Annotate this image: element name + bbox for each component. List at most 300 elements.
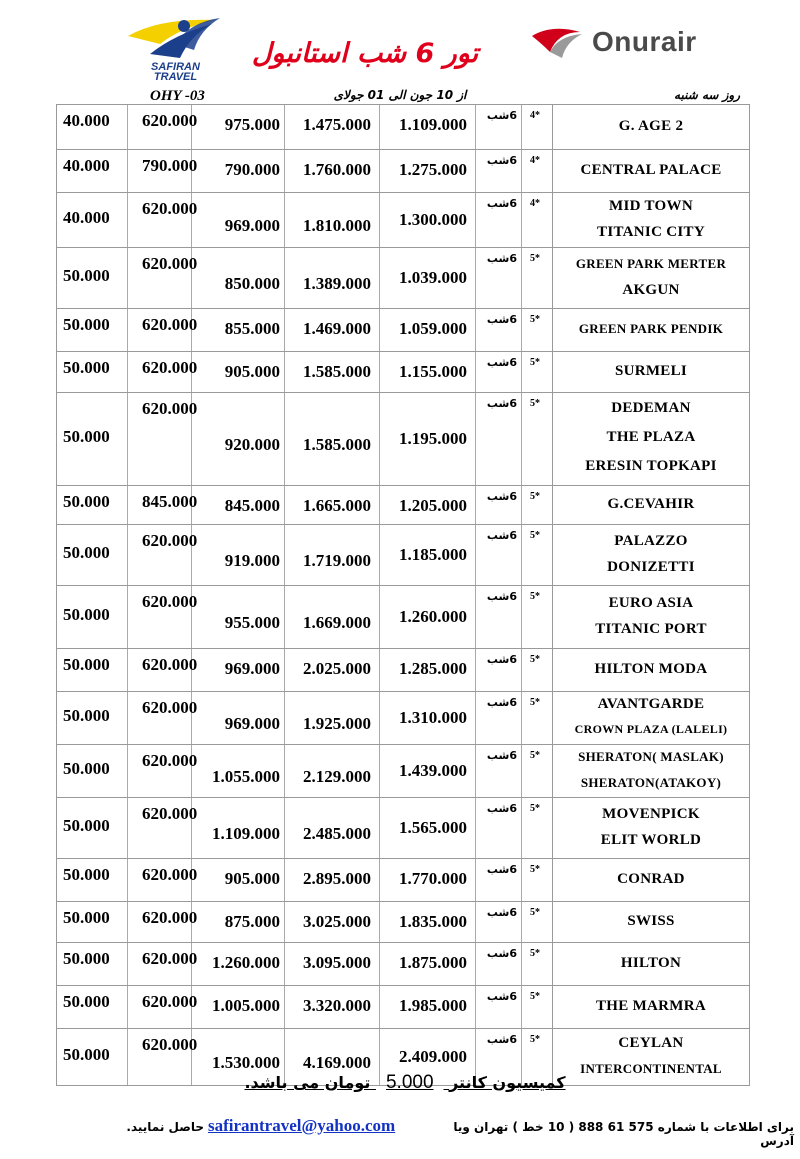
double-price-cell bbox=[285, 393, 380, 485]
stars-cell bbox=[522, 352, 552, 392]
commission-value: 5.000 bbox=[385, 1072, 434, 1093]
child-price: 50.000 bbox=[63, 543, 110, 562]
single-price: 620.000 bbox=[142, 751, 198, 770]
contact-end-text: حاصل نمایید. bbox=[126, 1120, 204, 1134]
triple-price-cell bbox=[192, 859, 285, 901]
hotel-name: GREEN PARK PENDIK bbox=[578, 321, 724, 336]
stars-cell bbox=[522, 309, 552, 351]
star-rating: 5* bbox=[530, 697, 540, 708]
single-price-cell bbox=[128, 309, 198, 351]
hotel-name: MOVENPICK bbox=[602, 806, 700, 822]
single-price-cell bbox=[128, 902, 198, 942]
double-price-cell bbox=[285, 798, 380, 858]
double-price: 3.025.000 bbox=[303, 912, 371, 931]
single-price: 620.000 bbox=[142, 698, 198, 717]
double-price: 1.760.000 bbox=[303, 160, 371, 179]
hotel-name: TITANIC PORT bbox=[595, 621, 707, 637]
nights-cell bbox=[476, 486, 522, 524]
hotel-name: HILTON MODA bbox=[594, 661, 708, 677]
nights-label: 6شب bbox=[486, 356, 517, 369]
triple-price: 905.000 bbox=[224, 869, 280, 888]
double-price-cell bbox=[285, 309, 380, 351]
double-price-cell bbox=[285, 692, 380, 744]
single-price-cell bbox=[128, 1029, 198, 1085]
hotel-name: INTERCONTINENTAL bbox=[580, 1061, 722, 1076]
child-price-cell bbox=[56, 745, 128, 797]
nights-cell bbox=[476, 745, 522, 797]
child-price-cell bbox=[56, 248, 128, 308]
double-price: 3.320.000 bbox=[303, 996, 371, 1015]
double-price: 1.669.000 bbox=[303, 613, 371, 632]
nights-cell bbox=[476, 393, 522, 485]
single-price-cell bbox=[128, 649, 198, 691]
hotel-cell bbox=[552, 525, 750, 585]
first-price: 1.300.000 bbox=[399, 210, 467, 229]
child-price: 50.000 bbox=[63, 655, 110, 674]
hotel-cell bbox=[552, 248, 750, 308]
hotel-name: SHERATON( MASLAK) bbox=[578, 749, 724, 764]
nights-label: 6شب bbox=[486, 313, 517, 326]
hotel-cell bbox=[552, 150, 750, 192]
triple-price-cell bbox=[192, 105, 285, 149]
first-price-cell bbox=[380, 486, 476, 524]
triple-price: 919.000 bbox=[224, 551, 280, 570]
first-price: 1.439.000 bbox=[399, 761, 467, 780]
double-price-cell bbox=[285, 352, 380, 392]
first-price-cell bbox=[380, 902, 476, 942]
triple-price: 1.005.000 bbox=[212, 996, 280, 1015]
double-price: 1.469.000 bbox=[303, 319, 371, 338]
table-row bbox=[56, 192, 750, 247]
table-row bbox=[56, 351, 750, 392]
child-price-cell bbox=[56, 150, 128, 192]
star-rating: 5* bbox=[530, 907, 540, 918]
onurair-logo-icon bbox=[528, 22, 586, 62]
single-price: 620.000 bbox=[142, 1035, 198, 1054]
double-price-cell bbox=[285, 586, 380, 648]
stars-cell bbox=[522, 692, 552, 744]
triple-price: 1.530.000 bbox=[212, 1053, 280, 1072]
star-rating: 5* bbox=[530, 991, 540, 1002]
hotel-name: AVANTGARDE bbox=[597, 696, 705, 712]
double-price: 1.389.000 bbox=[303, 274, 371, 293]
single-price-cell bbox=[128, 105, 198, 149]
hotel-name: SHERATON(ATAKOY) bbox=[580, 775, 722, 790]
child-price-cell bbox=[56, 649, 128, 691]
child-price-cell bbox=[56, 586, 128, 648]
child-price: 50.000 bbox=[63, 992, 110, 1011]
triple-price-cell bbox=[192, 692, 285, 744]
first-price-cell bbox=[380, 193, 476, 247]
double-price: 1.475.000 bbox=[303, 115, 371, 134]
nights-cell bbox=[476, 586, 522, 648]
commission-note bbox=[230, 1072, 580, 1094]
stars-cell bbox=[522, 248, 552, 308]
hotel-name: ERESIN TOPKAPI bbox=[585, 458, 717, 474]
triple-price-cell bbox=[192, 986, 285, 1028]
first-price-cell bbox=[380, 859, 476, 901]
hotel-name: HILTON bbox=[620, 955, 682, 971]
triple-price: 975.000 bbox=[224, 115, 280, 134]
double-price-cell bbox=[285, 105, 380, 149]
nights-label: 6شب bbox=[486, 590, 517, 603]
child-price: 50.000 bbox=[63, 315, 110, 334]
triple-price-cell bbox=[192, 745, 285, 797]
hotel-cell bbox=[552, 692, 750, 744]
double-price: 2.129.000 bbox=[303, 767, 371, 786]
single-price-cell bbox=[128, 248, 198, 308]
single-price: 620.000 bbox=[142, 949, 198, 968]
triple-price-cell bbox=[192, 902, 285, 942]
child-price-cell bbox=[56, 486, 128, 524]
child-price-cell bbox=[56, 902, 128, 942]
child-price: 50.000 bbox=[63, 605, 110, 624]
nights-cell bbox=[476, 943, 522, 985]
single-price: 620.000 bbox=[142, 111, 198, 130]
stars-cell bbox=[522, 105, 552, 149]
first-price-cell bbox=[380, 352, 476, 392]
double-price: 1.719.000 bbox=[303, 551, 371, 570]
stars-cell bbox=[522, 486, 552, 524]
triple-price-cell bbox=[192, 193, 285, 247]
single-price-cell bbox=[128, 692, 198, 744]
hotel-name: G.CEVAHIR bbox=[607, 496, 695, 512]
double-price-cell bbox=[285, 902, 380, 942]
first-price: 1.059.000 bbox=[399, 319, 467, 338]
table-row bbox=[56, 648, 750, 691]
single-price: 620.000 bbox=[142, 315, 198, 334]
first-price: 1.260.000 bbox=[399, 607, 467, 626]
triple-price-cell bbox=[192, 943, 285, 985]
first-price-cell bbox=[380, 798, 476, 858]
double-price-cell bbox=[285, 193, 380, 247]
nights-label: 6شب bbox=[486, 947, 517, 960]
star-rating: 5* bbox=[530, 398, 540, 409]
nights-label: 6شب bbox=[486, 397, 517, 410]
double-price-cell bbox=[285, 745, 380, 797]
single-price: 620.000 bbox=[142, 992, 198, 1011]
nights-cell bbox=[476, 248, 522, 308]
single-price-cell bbox=[128, 586, 198, 648]
onurair-logo bbox=[528, 22, 778, 72]
star-rating: 4* bbox=[530, 198, 540, 209]
tour-dates: از 10 جون الی 01 جولای bbox=[333, 88, 467, 102]
first-price-cell bbox=[380, 525, 476, 585]
table-row bbox=[56, 744, 750, 797]
double-price: 3.095.000 bbox=[303, 953, 371, 972]
hotel-name: EURO ASIA bbox=[608, 595, 694, 611]
first-price-cell bbox=[380, 393, 476, 485]
hotel-cell bbox=[552, 1029, 750, 1085]
hotel-cell bbox=[552, 105, 750, 149]
double-price-cell bbox=[285, 943, 380, 985]
onurair-logo-text: Onurair bbox=[592, 26, 697, 57]
first-price-cell bbox=[380, 943, 476, 985]
child-price: 50.000 bbox=[63, 492, 110, 511]
table-row bbox=[56, 247, 750, 308]
double-price-cell bbox=[285, 859, 380, 901]
hotel-cell bbox=[552, 586, 750, 648]
child-price: 50.000 bbox=[63, 358, 110, 377]
single-price-cell bbox=[128, 859, 198, 901]
nights-cell bbox=[476, 692, 522, 744]
triple-price-cell bbox=[192, 798, 285, 858]
single-price: 620.000 bbox=[142, 592, 198, 611]
table-row bbox=[56, 149, 750, 192]
triple-price: 790.000 bbox=[224, 160, 280, 179]
hotel-cell bbox=[552, 859, 750, 901]
first-price: 1.310.000 bbox=[399, 708, 467, 727]
single-price: 620.000 bbox=[142, 399, 198, 418]
safiran-travel-logo bbox=[120, 14, 230, 86]
safiran-logo-icon bbox=[120, 14, 230, 64]
single-price-cell bbox=[128, 393, 198, 485]
nights-cell bbox=[476, 649, 522, 691]
triple-price-cell bbox=[192, 309, 285, 351]
first-price-cell bbox=[380, 586, 476, 648]
child-price-cell bbox=[56, 525, 128, 585]
double-price: 2.025.000 bbox=[303, 659, 371, 678]
table-row bbox=[56, 585, 750, 648]
nights-label: 6شب bbox=[486, 154, 517, 167]
first-price: 1.835.000 bbox=[399, 912, 467, 931]
table-row bbox=[56, 985, 750, 1028]
child-price: 50.000 bbox=[63, 266, 110, 285]
nights-cell bbox=[476, 352, 522, 392]
page-title: تور 6 شب استانبول bbox=[251, 38, 479, 69]
child-price: 50.000 bbox=[63, 1045, 110, 1064]
star-rating: 5* bbox=[530, 654, 540, 665]
triple-price: 850.000 bbox=[224, 274, 280, 293]
child-price-cell bbox=[56, 692, 128, 744]
nights-label: 6شب bbox=[486, 529, 517, 542]
first-price: 1.985.000 bbox=[399, 996, 467, 1015]
single-price-cell bbox=[128, 525, 198, 585]
first-price-cell bbox=[380, 309, 476, 351]
stars-cell bbox=[522, 798, 552, 858]
contact-phone-text: برای اطلاعات با شماره 575 61 888 ( 10 خط ) تهران ویا آدرس bbox=[453, 1120, 794, 1148]
double-price-cell bbox=[285, 486, 380, 524]
nights-label: 6شب bbox=[486, 653, 517, 666]
double-price-cell bbox=[285, 986, 380, 1028]
child-price-cell bbox=[56, 105, 128, 149]
child-price-cell bbox=[56, 193, 128, 247]
star-rating: 5* bbox=[530, 314, 540, 325]
stars-cell bbox=[522, 525, 552, 585]
hotel-name: CROWN PLAZA (LALELI) bbox=[574, 722, 728, 736]
child-price-cell bbox=[56, 1029, 128, 1085]
triple-price-cell bbox=[192, 525, 285, 585]
hotel-cell bbox=[552, 352, 750, 392]
first-price-cell bbox=[380, 248, 476, 308]
first-price-cell bbox=[380, 692, 476, 744]
first-price-cell bbox=[380, 986, 476, 1028]
triple-price: 920.000 bbox=[224, 435, 280, 454]
nights-label: 6شب bbox=[486, 990, 517, 1003]
first-price: 1.770.000 bbox=[399, 869, 467, 888]
hotel-name: SURMELI bbox=[614, 363, 688, 379]
nights-label: 6شب bbox=[486, 490, 517, 503]
triple-price: 1.055.000 bbox=[212, 767, 280, 786]
nights-label: 6شب bbox=[486, 749, 517, 762]
triple-price: 855.000 bbox=[224, 319, 280, 338]
star-rating: 5* bbox=[530, 948, 540, 959]
first-price: 1.275.000 bbox=[399, 160, 467, 179]
double-price-cell bbox=[285, 150, 380, 192]
first-price: 1.205.000 bbox=[399, 496, 467, 515]
child-price: 40.000 bbox=[63, 208, 110, 227]
nights-cell bbox=[476, 986, 522, 1028]
hotel-cell bbox=[552, 745, 750, 797]
hotel-name: THE MARMRA bbox=[595, 998, 707, 1014]
table-row bbox=[56, 901, 750, 942]
nights-cell bbox=[476, 902, 522, 942]
child-price: 40.000 bbox=[63, 111, 110, 130]
child-price-cell bbox=[56, 393, 128, 485]
child-price: 50.000 bbox=[63, 816, 110, 835]
nights-label: 6شب bbox=[486, 109, 517, 122]
hotel-name: G. AGE 2 bbox=[618, 118, 684, 134]
commission-prefix: کمیسیون کانتر bbox=[449, 1073, 566, 1092]
table-row bbox=[56, 858, 750, 901]
nights-cell bbox=[476, 798, 522, 858]
child-price: 50.000 bbox=[63, 706, 110, 725]
star-rating: 5* bbox=[530, 491, 540, 502]
double-price-cell bbox=[285, 248, 380, 308]
safiran-logo-line2: TRAVEL bbox=[153, 71, 198, 83]
hotel-name: SWISS bbox=[627, 913, 675, 929]
triple-price-cell bbox=[192, 393, 285, 485]
hotel-name: ELIT WORLD bbox=[600, 832, 702, 848]
email-link[interactable]: safirantravel@yahoo.com bbox=[208, 1116, 396, 1135]
single-price-cell bbox=[128, 193, 198, 247]
nights-label: 6شب bbox=[486, 906, 517, 919]
stars-cell bbox=[522, 902, 552, 942]
single-price: 620.000 bbox=[142, 254, 198, 273]
table-row bbox=[56, 797, 750, 858]
star-rating: 5* bbox=[530, 750, 540, 761]
hotel-name: CONRAD bbox=[617, 871, 685, 887]
hotel-name: PALAZZO bbox=[614, 533, 688, 549]
price-table bbox=[56, 104, 750, 1086]
single-price: 620.000 bbox=[142, 804, 198, 823]
single-price: 620.000 bbox=[142, 908, 198, 927]
nights-label: 6شب bbox=[486, 252, 517, 265]
stars-cell bbox=[522, 859, 552, 901]
child-price-cell bbox=[56, 859, 128, 901]
first-price-cell bbox=[380, 105, 476, 149]
hotel-cell bbox=[552, 902, 750, 942]
tour-code: OHY -03 bbox=[150, 88, 205, 104]
star-rating: 4* bbox=[530, 155, 540, 166]
star-rating: 5* bbox=[530, 803, 540, 814]
stars-cell bbox=[522, 745, 552, 797]
stars-cell bbox=[522, 649, 552, 691]
stars-cell bbox=[522, 586, 552, 648]
hotel-cell bbox=[552, 486, 750, 524]
single-price: 620.000 bbox=[142, 358, 198, 377]
triple-price: 875.000 bbox=[224, 912, 280, 931]
hotel-cell bbox=[552, 393, 750, 485]
hotel-name: MID TOWN bbox=[609, 198, 693, 214]
double-price: 4.169.000 bbox=[303, 1053, 371, 1072]
table-row bbox=[56, 104, 750, 149]
triple-price: 1.109.000 bbox=[212, 824, 280, 843]
nights-cell bbox=[476, 525, 522, 585]
child-price-cell bbox=[56, 798, 128, 858]
triple-price: 955.000 bbox=[224, 613, 280, 632]
hotel-name: GREEN PARK MERTER bbox=[575, 256, 727, 271]
single-price: 620.000 bbox=[142, 865, 198, 884]
table-row bbox=[56, 942, 750, 985]
single-price-cell bbox=[128, 486, 198, 524]
nights-label: 6شب bbox=[486, 802, 517, 815]
triple-price: 969.000 bbox=[224, 714, 280, 733]
nights-label: 6شب bbox=[486, 197, 517, 210]
safiran-logo-line1: SAFIRAN bbox=[151, 61, 200, 73]
double-price: 1.665.000 bbox=[303, 496, 371, 515]
nights-cell bbox=[476, 309, 522, 351]
first-price: 2.409.000 bbox=[399, 1047, 467, 1066]
child-price: 50.000 bbox=[63, 908, 110, 927]
first-price-cell bbox=[380, 150, 476, 192]
hotel-name: DEDEMAN bbox=[611, 400, 691, 416]
child-price: 50.000 bbox=[63, 865, 110, 884]
star-rating: 5* bbox=[530, 864, 540, 875]
double-price: 1.925.000 bbox=[303, 714, 371, 733]
double-price: 2.895.000 bbox=[303, 869, 371, 888]
hotel-name: DONIZETTI bbox=[607, 559, 695, 575]
hotel-name: CEYLAN bbox=[618, 1035, 684, 1051]
first-price: 1.195.000 bbox=[399, 429, 467, 448]
double-price-cell bbox=[285, 525, 380, 585]
stars-cell bbox=[522, 943, 552, 985]
first-price: 1.285.000 bbox=[399, 659, 467, 678]
table-row bbox=[56, 691, 750, 744]
hotel-cell bbox=[552, 309, 750, 351]
single-price-cell bbox=[128, 352, 198, 392]
star-rating: 4* bbox=[530, 110, 540, 121]
single-price: 790.000 bbox=[142, 156, 198, 175]
first-price: 1.565.000 bbox=[399, 818, 467, 837]
hotel-name: TITANIC CITY bbox=[597, 224, 705, 240]
single-price-cell bbox=[128, 745, 198, 797]
single-price: 845.000 bbox=[142, 492, 198, 511]
stars-cell bbox=[522, 193, 552, 247]
single-price: 620.000 bbox=[142, 199, 198, 218]
hotel-cell bbox=[552, 193, 750, 247]
child-price: 50.000 bbox=[63, 949, 110, 968]
table-row bbox=[56, 308, 750, 351]
first-price: 1.109.000 bbox=[399, 115, 467, 134]
table-row bbox=[56, 524, 750, 585]
star-rating: 5* bbox=[530, 530, 540, 541]
single-price-cell bbox=[128, 150, 198, 192]
child-price: 50.000 bbox=[63, 759, 110, 778]
first-price: 1.875.000 bbox=[399, 953, 467, 972]
nights-cell bbox=[476, 105, 522, 149]
triple-price-cell bbox=[192, 586, 285, 648]
double-price: 1.585.000 bbox=[303, 435, 371, 454]
triple-price: 905.000 bbox=[224, 362, 280, 381]
single-price-cell bbox=[128, 798, 198, 858]
hotel-cell bbox=[552, 649, 750, 691]
triple-price-cell bbox=[192, 649, 285, 691]
child-price-cell bbox=[56, 943, 128, 985]
nights-label: 6شب bbox=[486, 1033, 517, 1046]
triple-price: 969.000 bbox=[224, 659, 280, 678]
star-rating: 5* bbox=[530, 591, 540, 602]
